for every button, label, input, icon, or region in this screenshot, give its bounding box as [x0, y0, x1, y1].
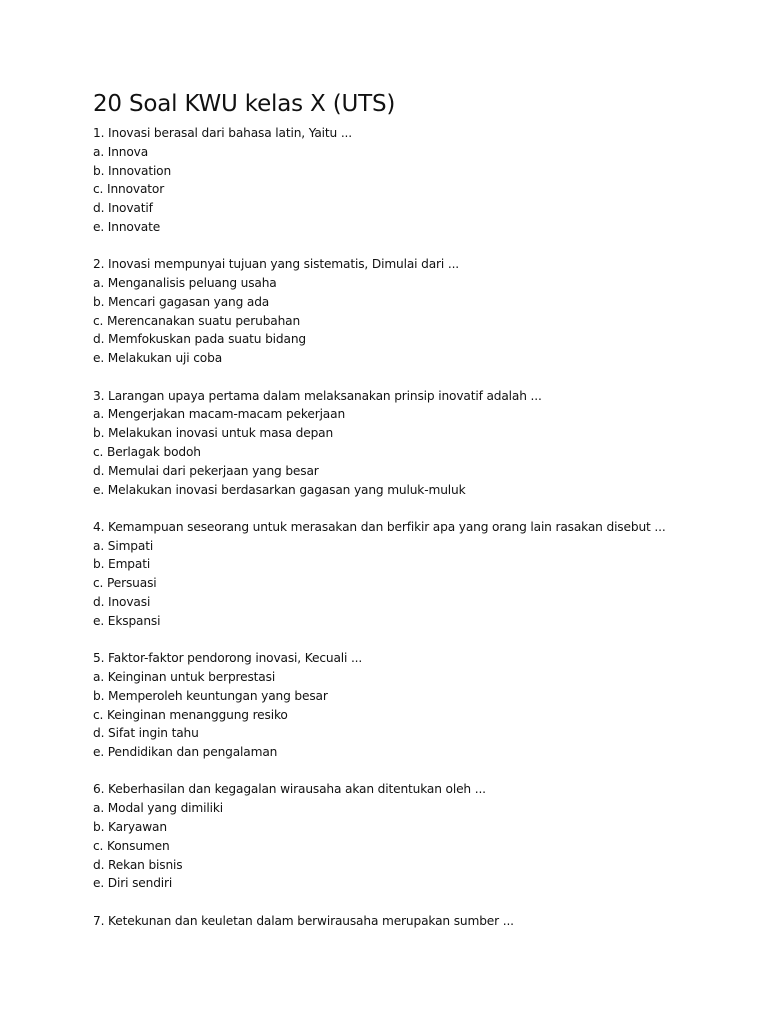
- question-4: [93, 518, 733, 631]
- answer-option-e: e. Melakukan uji coba: [93, 351, 223, 366]
- answer-option-a: a. Menganalisis peluang usaha: [93, 276, 277, 291]
- question-text: 7. Ketekunan dan keuletan dalam berwirausaha merupakan sumber ...: [93, 913, 514, 928]
- answer-option-c: c. Berlagak bodoh: [93, 444, 201, 459]
- answer-option-c: c. Persuasi: [93, 576, 157, 591]
- answer-option-d: d. Rekan bisnis: [93, 857, 183, 872]
- answer-option-c: c. Merencanakan suatu perubahan: [93, 313, 301, 328]
- answer-option-a: a. Simpati: [93, 538, 154, 553]
- question-text: 4. Kemampuan seseorang untuk merasakan dan berfikir apa yang orang lain rasakan disebut ...: [93, 519, 666, 534]
- question-text: 6. Keberhasilan dan kegagalan wirausaha akan ditentukan oleh ...: [93, 782, 486, 797]
- answer-option-d: d. Sifat ingin tahu: [93, 726, 199, 741]
- answer-option-d: d. Memfokuskan pada suatu bidang: [93, 332, 306, 347]
- answer-option-b: b. Melakukan inovasi untuk masa depan: [93, 426, 334, 441]
- answer-option-e: e. Pendidikan dan pengalaman: [93, 745, 278, 760]
- answer-option-c: c. Keinginan menanggung resiko: [93, 707, 288, 722]
- answer-option-e: e. Innovate: [93, 219, 161, 234]
- answer-option-d: d. Inovatif: [93, 201, 153, 216]
- answer-option-e: e. Ekspansi: [93, 613, 161, 628]
- answer-option-c: c. Konsumen: [93, 838, 170, 853]
- answer-option-d: d. Memulai dari pekerjaan yang besar: [93, 463, 319, 478]
- question-text: 3. Larangan upaya pertama dalam melaksanakan prinsip inovatif adalah ...: [93, 388, 542, 403]
- question-3: [93, 387, 733, 500]
- answer-option-b: b. Karyawan: [93, 820, 167, 834]
- question-5: [93, 649, 733, 762]
- document-title: 20 Soal KWU kelas X (UTS): [93, 91, 396, 117]
- answer-option-d: d. Inovasi: [93, 595, 151, 610]
- question-text: 5. Faktor-faktor pendorong inovasi, Kecuali ...: [93, 651, 363, 666]
- question-2: [93, 255, 733, 368]
- question-text: 1. Inovasi berasal dari bahasa latin, Yaitu ...: [93, 126, 352, 140]
- answer-option-a: a. Mengerjakan macam-macam pekerjaan: [93, 407, 346, 422]
- question-list: [93, 124, 733, 949]
- answer-option-b: b. Innovation: [93, 163, 172, 178]
- answer-option-b: b. Mencari gagasan yang ada: [93, 294, 270, 309]
- answer-option-a: a. Keinginan untuk berprestasi: [93, 669, 276, 684]
- answer-option-e: e. Diri sendiri: [93, 876, 173, 891]
- question-text: 2. Inovasi mempunyai tujuan yang sistematis, Dimulai dari ...: [93, 257, 460, 272]
- answer-option-b: b. Memperoleh keuntungan yang besar: [93, 688, 328, 703]
- answer-option-a: a. Modal yang dimiliki: [93, 801, 223, 816]
- answer-option-c: c. Innovator: [93, 182, 165, 197]
- answer-option-a: a. Innova: [93, 144, 149, 159]
- answer-option-e: e. Melakukan inovasi berdasarkan gagasan yang muluk-muluk: [93, 482, 466, 497]
- question-1: [93, 124, 733, 237]
- question-7: [93, 912, 733, 931]
- question-6: [93, 780, 733, 893]
- answer-option-b: b. Empati: [93, 557, 151, 572]
